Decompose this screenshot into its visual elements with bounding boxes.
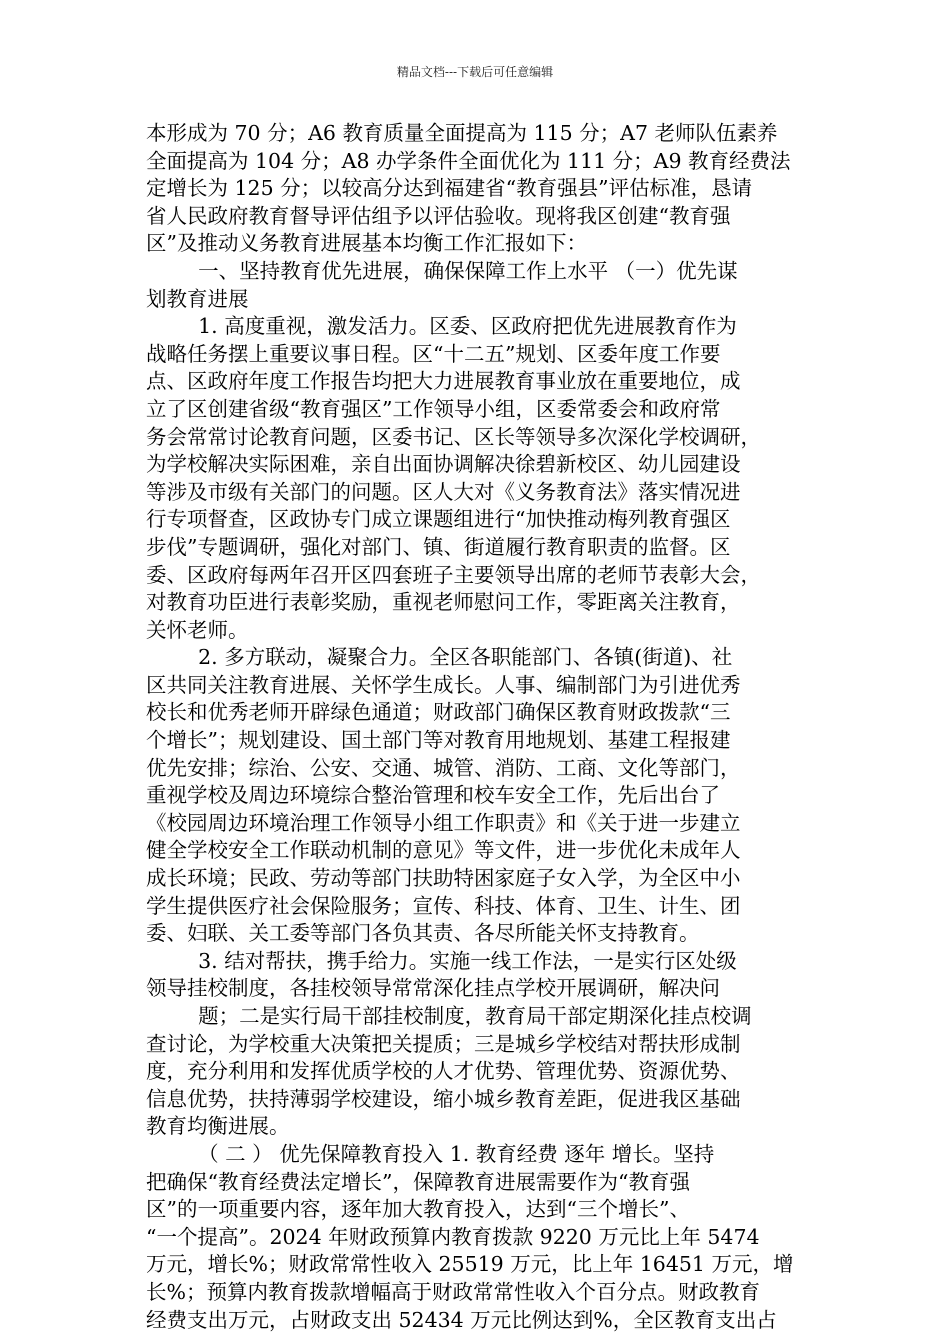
text-line: 校长和优秀老师开辟绿色通道；财政部门确保区教育财政拨款“三 [146,700,731,725]
section-heading-line: 一、坚持教育优先进展，确保保障工作上水平 （一）优先谋 [146,258,738,283]
text-line: 3. 结对帮扶，携手给力。实施一线工作法，一是实行区处级 [146,948,737,973]
text-line: 省人民政府教育督导评估组予以评估验收。现将我区创建“教育强 [146,203,731,228]
text-line: 委、妇联、关工委等部门各负其责、各尽所能关怀支持教育。 [146,921,700,946]
text-line: 委、区政府每两年召开区四套班子主要领导出席的老师节表彰大会， [146,562,761,587]
text-line: 重视学校及周边环境综合整治管理和校车安全工作，先后出台了 [146,783,720,808]
text-line: 立了区创建省级“教育强区”工作领导小组，区委常委会和政府常 [146,396,721,421]
text-line: 信息优势，扶持薄弱学校建设，缩小城乡教育差距，促进我区基础 [146,1086,741,1111]
text-line: 学生提供医疗社会保险服务；宣传、科技、体育、卫生、计生、团 [146,893,741,918]
text-line: 《校园周边环境治理工作领导小组工作职责》和《关于进一步建立 [146,810,741,835]
text-line: 1. 高度重视，激发活力。区委、区政府把优先进展教育作为 [146,314,737,339]
text-line: 关怀老师。 [146,617,249,642]
text-line: 度，充分利用和发挥优质学校的人才优势、管理优势、资源优势、 [146,1059,741,1084]
text-line: 健全学校安全工作联动机制的意见》等文件，进一步优化未成年人 [146,838,741,863]
text-line: 万元，增长%；财政常常性收入 25519 万元，比上年 16451 万元，增 [146,1252,794,1277]
text-line: 成长环境；民政、劳动等部门扶助特困家庭子女入学，为全区中小 [146,866,741,891]
text-line: 长%；预算内教育拨款增幅高于财政常常性收入个百分点。财政教育 [146,1279,760,1304]
text-line: 务会常常讨论教育问题，区委书记、区长等领导多次深化学校调研， [146,424,761,449]
text-line: 优先安排；综治、公安、交通、城管、消防、工商、文化等部门， [146,755,741,780]
text-line: 全面提高为 104 分；A8 办学条件全面优化为 111 分；A9 教育经费法 [146,148,791,173]
text-line: 2. 多方联动，凝聚合力。全区各职能部门、各镇(街道)、社 [146,645,733,670]
section-heading-line: （ 二 ） 优先保障教育投入 1. 教育经费 逐年 增长。坚持 [146,1141,715,1166]
text-line: 本形成为 70 分；A6 教育质量全面提高为 115 分；A7 老师队伍素养 [146,121,778,145]
text-line: “一个提高”。2024 年财政预算内教育拨款 9220 万元比上年 5474 [146,1224,760,1249]
page-header: 精品文档---下载后可任意编辑 [396,65,554,79]
text-line: 为学校解决实际困难，亲自出面协调解决徐碧新校区、幼儿园建设 [146,452,741,477]
text-line: 题；二是实行局干部挂校制度，教育局干部定期深化挂点校调 [146,1004,752,1028]
text-line: 步伐”专题调研，强化对部门、镇、街道履行教育职责的监督。区 [146,534,731,559]
text-line: 定增长为 125 分；以较高分达到福建省“教育强县”评估标准，恳请 [146,176,753,201]
text-line: 领导挂校制度，各挂校领导常常深化挂点学校开展调研，解决问 [146,976,720,1001]
text-line: 教育均衡进展。 [146,1114,290,1139]
text-line: 区”的一项重要内容，逐年加大教育投入，达到“三个增长”、 [146,1197,690,1222]
text-line: 等涉及市级有关部门的问题。区人大对《义务教育法》落实情况进 [146,479,741,504]
text-line: 对教育功臣进行表彰奖励，重视老师慰问工作，零距离关注教育， [146,590,741,615]
text-line: 区共同关注教育进展、关怀学生成长。人事、编制部门为引进优秀 [146,672,741,697]
section-heading-line: 划教育进展 [146,286,249,311]
text-line: 个增长”；规划建设、国土部门等对教育用地规划、基建工程报建 [146,728,731,753]
text-line: 点、区政府年度工作报告均把大力进展教育事业放在重要地位，成 [146,369,741,394]
text-line: 区”及推动义务教育进展基本均衡工作汇报如下： [146,231,587,256]
text-line: 战略任务摆上重要议事日程。区“十二五”规划、区委年度工作要 [146,341,721,366]
text-line: 把确保“教育经费法定增长”，保障教育进展需要作为“教育强 [146,1169,690,1194]
document-body [146,120,810,1334]
text-line: 查讨论，为学校重大决策把关提质；三是城乡学校结对帮扶形成制 [146,1031,741,1056]
text-line: 经费支出万元，占财政支出 52434 万元比例达到%，全区教育支出占 [146,1307,777,1332]
text-line: 行专项督查，区政协专门成立课题组进行“加快推动梅列教育强区 [146,507,731,532]
